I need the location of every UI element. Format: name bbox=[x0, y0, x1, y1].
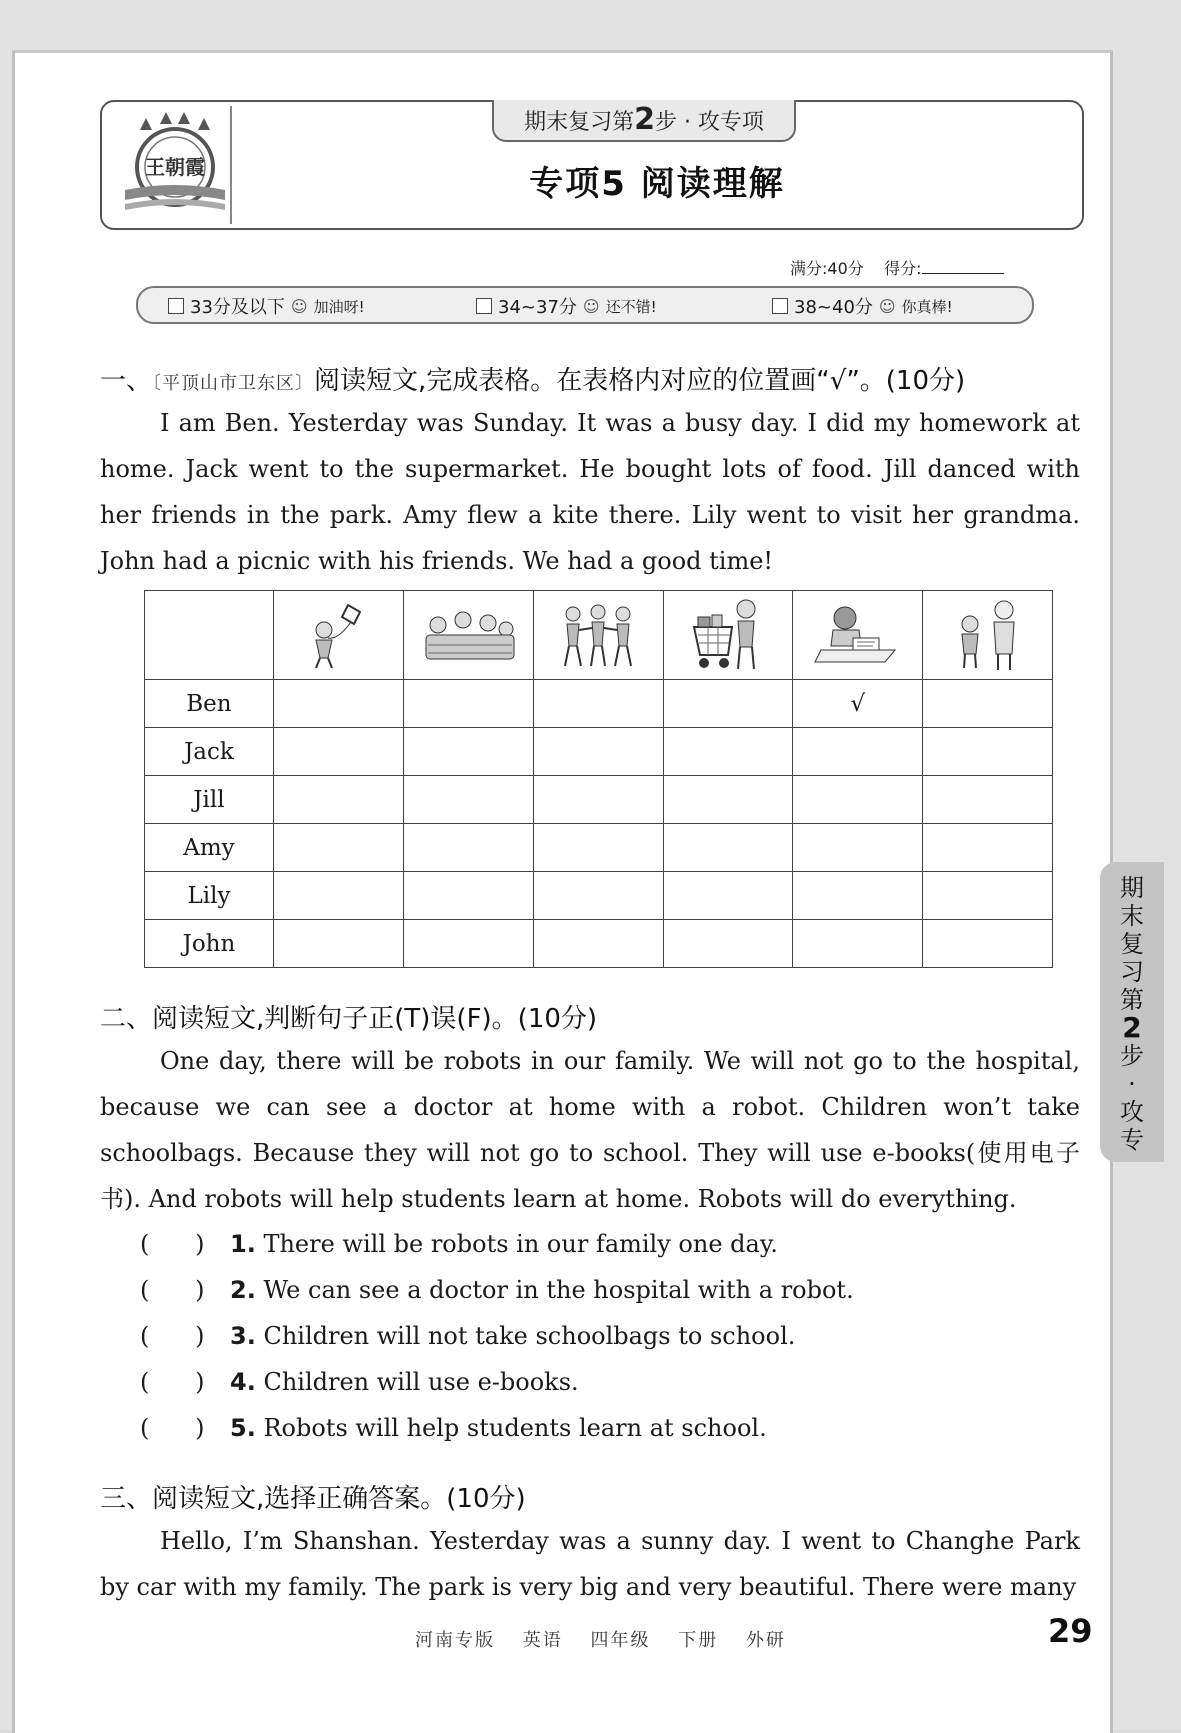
section3-passage-text: Hello, I’m Shanshan. Yesterday was a sunny day. I went to Changhe Park by car with my family. The park is very big and very beautiful. There were many bbox=[100, 1527, 1080, 1601]
answer-cell[interactable] bbox=[403, 728, 533, 776]
question-text: We can see a doctor in the hospital with a robot. bbox=[263, 1276, 854, 1304]
answer-cell[interactable] bbox=[403, 824, 533, 872]
logo-divider bbox=[230, 106, 232, 224]
full-score-label: 满分:40分 bbox=[790, 259, 864, 278]
section1-passage bbox=[100, 400, 1080, 584]
side-tab bbox=[1100, 862, 1164, 1162]
answer-cell[interactable] bbox=[273, 680, 403, 728]
answer-cell[interactable] bbox=[533, 776, 663, 824]
answer-cell-checked[interactable]: √ bbox=[793, 680, 923, 728]
tf-question bbox=[140, 1368, 579, 1396]
answer-cell[interactable] bbox=[663, 824, 793, 872]
region-tag: 〔平顶山市卫东区〕 bbox=[152, 373, 315, 394]
question-text: There will be robots in our family one day. bbox=[263, 1230, 778, 1258]
answer-blank[interactable]: ( ) bbox=[140, 1276, 205, 1304]
answer-blank[interactable]: ( ) bbox=[140, 1368, 205, 1396]
kite-flying-picture bbox=[298, 600, 378, 670]
answer-cell[interactable] bbox=[663, 920, 793, 968]
row-name: Jill bbox=[145, 776, 274, 824]
question-number: 5. bbox=[230, 1414, 256, 1442]
picnic-picture bbox=[418, 605, 518, 665]
answer-cell[interactable] bbox=[533, 728, 663, 776]
answer-cell[interactable] bbox=[663, 872, 793, 920]
table-row bbox=[145, 824, 1053, 872]
table-row bbox=[145, 680, 1053, 728]
side-tab-char: 2 bbox=[1122, 1011, 1142, 1044]
answer-cell[interactable] bbox=[273, 920, 403, 968]
picture-cell bbox=[663, 591, 793, 680]
smiley-icon: ☺ bbox=[582, 296, 600, 316]
picture-cell bbox=[273, 591, 403, 680]
rating-checkbox[interactable] bbox=[168, 298, 184, 314]
footer-item: 下册 bbox=[678, 1630, 719, 1651]
footer-item: 四年级 bbox=[590, 1630, 651, 1651]
score-line bbox=[790, 256, 1004, 279]
rating-item bbox=[168, 294, 365, 318]
rating-text: 还不错! bbox=[605, 297, 657, 316]
answer-table bbox=[144, 590, 1053, 968]
section1-instructions: 阅读短文,完成表格。在表格内对应的位置画“√”。(10分) bbox=[314, 366, 966, 396]
rating-range: 34~37分 bbox=[498, 297, 577, 318]
score-blank[interactable] bbox=[922, 273, 1004, 274]
question-text: Children will not take schoolbags to school. bbox=[263, 1322, 796, 1350]
tab-prefix: 期末复习第 bbox=[524, 110, 635, 135]
dancing-picture bbox=[553, 600, 643, 670]
got-score-label: 得分: bbox=[884, 259, 922, 278]
answer-cell[interactable] bbox=[923, 920, 1053, 968]
section1-passage-text: I am Ben. Yesterday was Sunday. It was a busy day. I did my homework at home. Jack went to the supermarket. He bought lots of food. Jill danced with her friends in the park. Amy flew a kite there. Lily went to visit her grandma. John had a picnic with his friends. We had a good time! bbox=[100, 409, 1080, 575]
side-tab-char: 第 bbox=[1120, 986, 1144, 1014]
answer-cell[interactable] bbox=[403, 776, 533, 824]
answer-cell[interactable] bbox=[533, 824, 663, 872]
section2-passage-text: One day, there will be robots in our family. We will not go to the hospital, because we can see a doctor at home with a robot. Children won’t take schoolbags. Because they will not go to school. They will use e-books(使用电子书). And robots will help students learn at home. Robots will do everything. bbox=[100, 1047, 1080, 1213]
row-name: Amy bbox=[145, 824, 274, 872]
tf-question bbox=[140, 1276, 854, 1304]
visit-grandma-picture bbox=[948, 598, 1028, 672]
question-text: Children will use e-books. bbox=[263, 1368, 579, 1396]
rating-range: 38~40分 bbox=[794, 297, 873, 318]
answer-cell[interactable] bbox=[403, 920, 533, 968]
answer-cell[interactable] bbox=[533, 872, 663, 920]
tf-question bbox=[140, 1230, 778, 1258]
picture-cell bbox=[923, 591, 1053, 680]
picture-cell bbox=[403, 591, 533, 680]
answer-cell[interactable] bbox=[403, 872, 533, 920]
footer bbox=[415, 1626, 806, 1652]
question-text: Robots will help students learn at school. bbox=[263, 1414, 767, 1442]
section1-title bbox=[100, 360, 965, 397]
row-name: Ben bbox=[145, 680, 274, 728]
side-tab-char: 期 bbox=[1120, 874, 1144, 902]
answer-cell[interactable] bbox=[793, 824, 923, 872]
answer-cell[interactable] bbox=[533, 680, 663, 728]
answer-cell[interactable] bbox=[663, 776, 793, 824]
row-name: Lily bbox=[145, 872, 274, 920]
header-box bbox=[100, 100, 1084, 230]
picture-cell bbox=[793, 591, 923, 680]
smiley-icon: ☺ bbox=[878, 296, 896, 316]
step-tab-banner bbox=[492, 100, 796, 142]
rating-bar bbox=[136, 286, 1034, 324]
rating-item bbox=[476, 294, 657, 318]
side-tab-char: 复 bbox=[1120, 930, 1144, 958]
answer-blank[interactable]: ( ) bbox=[140, 1230, 205, 1258]
tab-step: 2 bbox=[634, 102, 655, 137]
answer-cell[interactable] bbox=[793, 920, 923, 968]
table-row bbox=[145, 920, 1053, 968]
side-tab-char: 专 bbox=[1120, 1126, 1144, 1154]
answer-cell[interactable] bbox=[923, 680, 1053, 728]
logo-text: 王朝霞 bbox=[145, 155, 205, 179]
side-tab-char: 习 bbox=[1120, 958, 1144, 986]
smiley-icon: ☺ bbox=[290, 296, 308, 316]
corner-cell bbox=[145, 591, 274, 680]
tf-question bbox=[140, 1414, 767, 1442]
answer-cell[interactable] bbox=[403, 680, 533, 728]
rating-range: 33分及以下 bbox=[190, 297, 285, 318]
answer-cell[interactable] bbox=[793, 872, 923, 920]
answer-blank[interactable]: ( ) bbox=[140, 1414, 205, 1442]
side-tab-char: 末 bbox=[1120, 902, 1144, 930]
answer-cell[interactable] bbox=[793, 776, 923, 824]
table-row bbox=[145, 776, 1053, 824]
homework-picture bbox=[813, 602, 903, 668]
footer-item: 外研 bbox=[745, 1630, 786, 1651]
publisher-logo bbox=[120, 112, 230, 217]
answer-cell[interactable] bbox=[533, 920, 663, 968]
section2-passage bbox=[100, 1038, 1080, 1222]
question-number: 4. bbox=[230, 1368, 256, 1396]
section3-title: 三、阅读短文,选择正确答案。(10分) bbox=[100, 1484, 526, 1514]
page-title: 专项5 阅读理解 bbox=[529, 164, 785, 204]
answer-cell[interactable] bbox=[273, 776, 403, 824]
rating-item bbox=[772, 294, 953, 318]
section1-prefix: 一、 bbox=[100, 366, 153, 396]
answer-cell[interactable] bbox=[663, 728, 793, 776]
rating-text: 你真棒! bbox=[901, 297, 953, 316]
picture-row bbox=[145, 591, 1053, 680]
rating-text: 加油呀! bbox=[313, 297, 365, 316]
rating-checkbox[interactable] bbox=[476, 298, 492, 314]
answer-blank[interactable]: ( ) bbox=[140, 1322, 205, 1350]
rating-checkbox[interactable] bbox=[772, 298, 788, 314]
tab-suffix: 步 · 攻专项 bbox=[654, 110, 764, 135]
footer-item: 河南专版 bbox=[415, 1630, 495, 1651]
question-number: 3. bbox=[230, 1322, 256, 1350]
table-row bbox=[145, 872, 1053, 920]
footer-item: 英语 bbox=[522, 1630, 563, 1651]
side-tab-char: · bbox=[1128, 1070, 1136, 1098]
answer-cell[interactable] bbox=[273, 872, 403, 920]
side-tab-char: 攻 bbox=[1120, 1098, 1144, 1126]
answer-cell[interactable] bbox=[923, 872, 1053, 920]
table-row bbox=[145, 728, 1053, 776]
answer-cell[interactable] bbox=[273, 728, 403, 776]
question-number: 1. bbox=[230, 1230, 256, 1258]
answer-cell[interactable] bbox=[663, 680, 793, 728]
side-tab-char: 步 bbox=[1120, 1042, 1144, 1070]
question-number: 2. bbox=[230, 1276, 256, 1304]
section3-passage bbox=[100, 1518, 1080, 1610]
answer-cell[interactable] bbox=[923, 776, 1053, 824]
tf-question bbox=[140, 1322, 795, 1350]
answer-cell[interactable] bbox=[923, 824, 1053, 872]
answer-cell[interactable] bbox=[793, 728, 923, 776]
page-number: 29 bbox=[1048, 1612, 1093, 1650]
answer-cell[interactable] bbox=[273, 824, 403, 872]
row-name: John bbox=[145, 920, 274, 968]
answer-cell[interactable] bbox=[923, 728, 1053, 776]
section2-title: 二、阅读短文,判断句子正(T)误(F)。(10分) bbox=[100, 1004, 598, 1034]
row-name: Jack bbox=[145, 728, 274, 776]
shopping-cart-picture bbox=[688, 597, 768, 673]
picture-cell bbox=[533, 591, 663, 680]
